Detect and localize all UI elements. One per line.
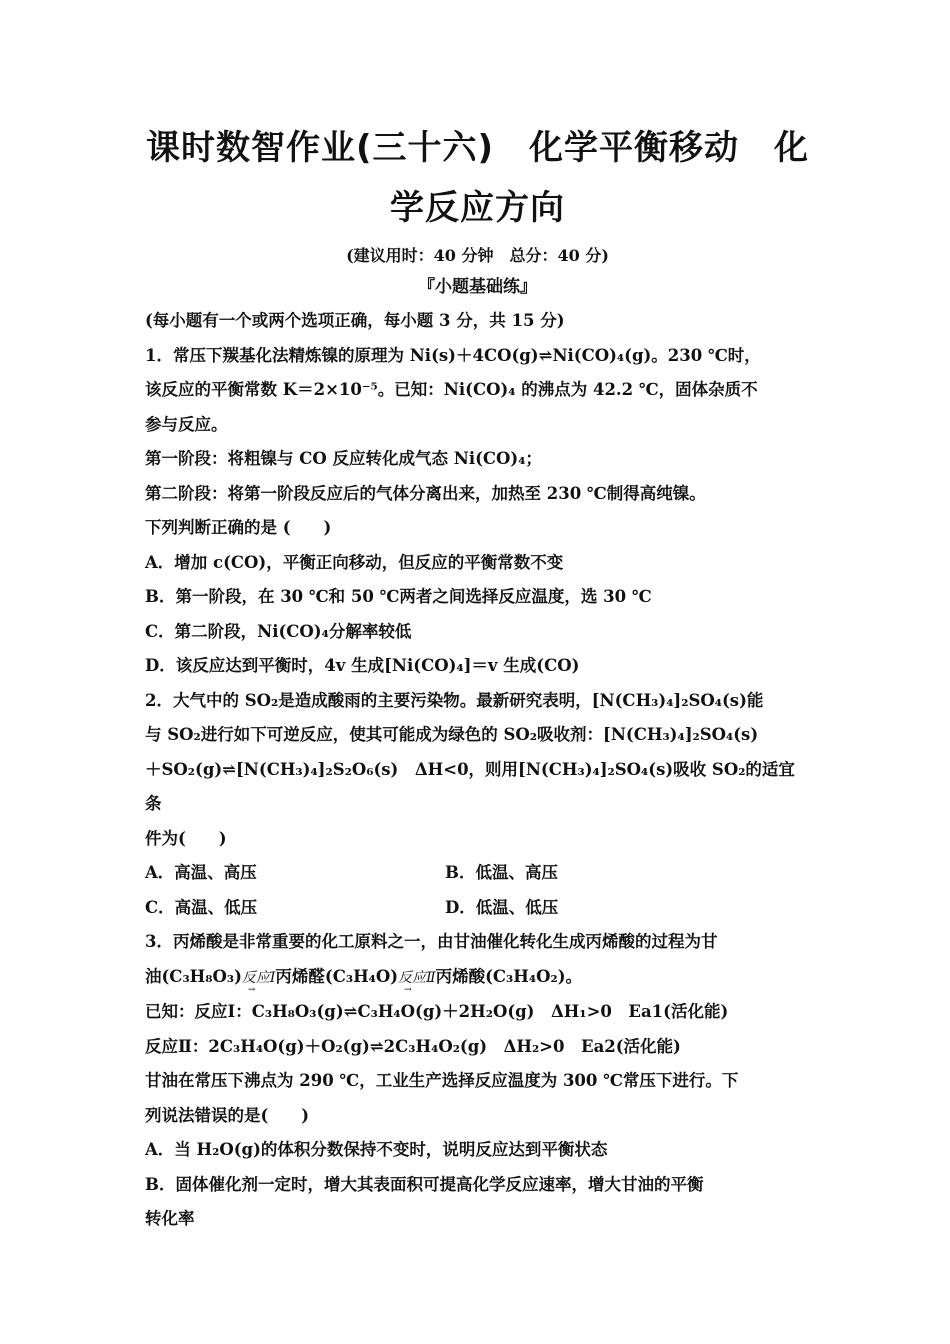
question-2	[145, 684, 810, 926]
q2-option-a: A．高温、高压	[145, 863, 257, 882]
q3-option-a: A．当 H₂O(g)的体积分数保持不变时，说明反应达到平衡状态	[145, 1140, 608, 1159]
q2-line: 与 SO₂进行如下可逆反应，使其可能成为绿色的 SO₂吸收剂：[N(CH₃)₄]₂SO₄(s)	[145, 725, 759, 744]
q2-option-d: D．低温、低压	[445, 897, 559, 917]
q3-line: 甘油在常压下沸点为 290 ℃，工业生产选择反应温度为 300 ℃常压下进行。下	[145, 1071, 739, 1090]
question-3	[145, 925, 810, 1237]
title-line-1: 课时数智作业(三十六) 化学平衡移动 化	[145, 128, 810, 168]
q2-line: ＋SO₂(g)⇌[N(CH₃)₄]₂S₂O₆(s) ΔH<0，则用[N(CH₃)₄]₂SO₄(s)吸收 SO₂的适宜条	[145, 759, 795, 813]
q3-reaction-2: 反应Ⅱ：2C₃H₄O(g)＋O₂(g)⇌2C₃H₄O₂(g) ΔH₂>0 Ea2(活化能)	[145, 1036, 681, 1056]
section-heading: 『小题基础练』	[418, 277, 537, 297]
q1-line: 参与反应。	[145, 414, 228, 434]
q2-line: 2．大气中的 SO₂是造成酸雨的主要污染物。最新研究表明，[N(CH₃)₄]₂SO₄(s)能	[145, 690, 764, 710]
page-title	[145, 118, 810, 238]
q1-line: 第二阶段：将第一阶段反应后的气体分离出来，加热至 230 ℃制得高纯镍。	[145, 483, 706, 503]
q1-line: 第一阶段：将粗镍与 CO 反应转化成气态 Ni(CO)₄；	[145, 449, 542, 468]
q1-stem: 下列判断正确的是 ( )	[145, 518, 332, 537]
question-1	[145, 339, 810, 684]
q1-option-c: C．第二阶段，Ni(CO)₄分解率较低	[145, 621, 412, 641]
q1-line: 1．常压下羰基化法精炼镍的原理为 Ni(s)＋4CO(g)⇌Ni(CO)₄(g)。230 ℃时，	[145, 345, 761, 365]
document-page	[145, 118, 810, 1237]
q1-option-a: A．增加 c(CO)，平衡正向移动，但反应的平衡常数不变	[145, 552, 564, 572]
q2-option-b: B．低温、高压	[445, 863, 558, 882]
instructions: (每小题有一个或两个选项正确，每小题 3 分，共 15 分)	[145, 311, 565, 330]
q3-option-b: B．固体催化剂一定时，增大其表面积可提高化学反应速率，增大甘油的平衡	[145, 1174, 704, 1194]
q3-option-b-cont: 转化率	[145, 1209, 195, 1228]
q3-reaction-1: 已知：反应Ⅰ：C₃H₈O₃(g)⇌C₃H₄O(g)＋2H₂O(g) ΔH₁>0 Ea1(活化能)	[145, 1002, 729, 1021]
time-score-note: (建议用时：40 分钟 总分：40 分)	[346, 246, 609, 265]
q2-options-row-1	[145, 856, 810, 891]
q3-acrolein: 丙烯醛(C₃H₄O)	[275, 966, 399, 986]
q3-glycerol: 油(C₃H₈O₃)	[145, 966, 242, 986]
reaction-1-arrow: 反应Ⅰ →	[242, 961, 276, 996]
q3-line: 3．丙烯酸是非常重要的化工原料之一，由甘油催化转化生成丙烯酸的过程为甘	[145, 932, 718, 951]
q3-acrylic-acid: 丙烯酸(C₃H₄O₂)。	[435, 966, 582, 986]
q3-process-line	[145, 960, 810, 996]
q3-stem: 列说法错误的是( )	[145, 1105, 310, 1125]
q2-stem: 件为( )	[145, 828, 227, 848]
q2-option-c: C．高温、低压	[145, 897, 258, 917]
reaction-2-arrow: 反应Ⅱ →	[398, 961, 436, 996]
q2-options-row-2	[145, 891, 810, 926]
q1-line: 该反应的平衡常数 K＝2×10⁻⁵。已知：Ni(CO)₄ 的沸点为 42.2 ℃，固体杂质不	[145, 380, 758, 399]
title-line-2: 学反应方向	[390, 188, 565, 228]
q1-option-d: D．该反应达到平衡时，4v 生成[Ni(CO)₄]＝v 生成(CO)	[145, 656, 580, 675]
q1-option-b: B．第一阶段，在 30 ℃和 50 ℃两者之间选择反应温度，选 30 ℃	[145, 587, 652, 606]
